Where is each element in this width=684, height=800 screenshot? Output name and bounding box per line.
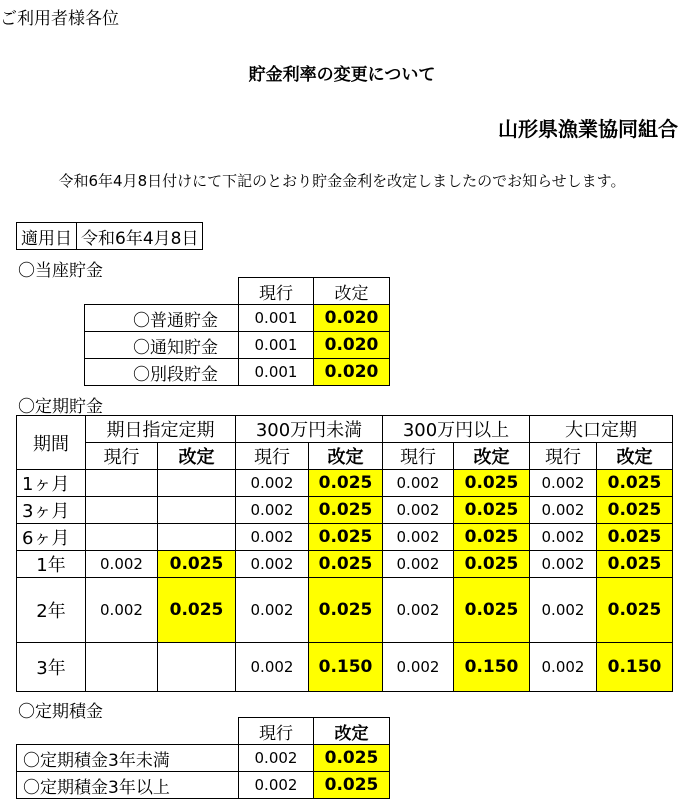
rate-current: 0.002	[530, 470, 597, 497]
rate-current: 0.002	[530, 524, 597, 551]
header-current: 現行	[239, 278, 314, 305]
rate-current: 0.002	[383, 551, 454, 578]
rate-revised: 0.025	[454, 578, 530, 643]
rate-revised: 0.025	[597, 551, 673, 578]
rate-revised: 0.150	[454, 643, 530, 692]
rate-revised: 0.020	[314, 305, 390, 332]
table-row	[17, 578, 673, 643]
rate-current: 0.002	[383, 643, 454, 692]
rate-current: 0.002	[236, 551, 309, 578]
table-row	[85, 332, 390, 359]
blank-header-cell	[85, 278, 239, 305]
deposit-name: 〇普通貯金	[85, 305, 239, 332]
rate-revised: 0.025	[597, 470, 673, 497]
rate-current: 0.002	[86, 551, 158, 578]
term-label: 1年	[17, 551, 86, 578]
term-label: 1ヶ月	[17, 470, 86, 497]
rate-current: 0.002	[236, 578, 309, 643]
rate-current: 0.002	[236, 643, 309, 692]
rate-current: 0.002	[383, 524, 454, 551]
section-title-installment: 〇定期積金	[18, 702, 103, 722]
rate-revised: 0.025	[597, 497, 673, 524]
effective-date-label: 適用日	[17, 223, 77, 250]
page-title: 貯金利率の変更について	[248, 65, 436, 85]
rate-revised: 0.025	[454, 497, 530, 524]
rate-current: 0.002	[383, 578, 454, 643]
section-title-fixed-deposits: 〇定期貯金	[18, 397, 103, 417]
rate-revised	[158, 524, 236, 551]
installment-name: 〇定期積金3年以上	[17, 772, 239, 799]
group-header: 大口定期	[530, 416, 673, 443]
rate-revised: 0.025	[314, 745, 390, 772]
table-row	[17, 643, 673, 692]
rate-current	[86, 524, 158, 551]
header-revised: 改定	[309, 443, 383, 470]
rate-current: 0.002	[530, 578, 597, 643]
blank-header-cell	[17, 718, 239, 745]
header-revised: 改定	[314, 718, 390, 745]
term-label: 3ヶ月	[17, 497, 86, 524]
rate-current: 0.002	[383, 470, 454, 497]
rate-revised: 0.025	[597, 578, 673, 643]
table-row	[17, 470, 673, 497]
rate-current: 0.001	[239, 359, 314, 386]
header-revised: 改定	[454, 443, 530, 470]
header-revised: 改定	[158, 443, 236, 470]
rate-revised: 0.150	[597, 643, 673, 692]
header-revised: 改定	[597, 443, 673, 470]
rate-current: 0.002	[236, 497, 309, 524]
rate-revised: 0.025	[158, 578, 236, 643]
group-header: 期日指定定期	[86, 416, 236, 443]
rate-revised: 0.025	[309, 524, 383, 551]
period-header: 期間	[17, 416, 86, 470]
effective-date-table	[16, 222, 203, 250]
rate-current: 0.002	[236, 470, 309, 497]
table-row	[17, 745, 390, 772]
rate-current: 0.002	[530, 497, 597, 524]
organization-name: 山形県漁業協同組合	[498, 117, 678, 141]
installment-name: 〇定期積金3年未満	[17, 745, 239, 772]
header-current: 現行	[236, 443, 309, 470]
table-row	[85, 359, 390, 386]
rate-current: 0.002	[530, 551, 597, 578]
term-label: 2年	[17, 578, 86, 643]
rate-revised: 0.025	[158, 551, 236, 578]
header-current: 現行	[86, 443, 158, 470]
rate-revised: 0.025	[454, 551, 530, 578]
notice-text: 令和6年4月8日付けにて下記のとおり貯金金利を改定しましたのでお知らせします。	[58, 172, 626, 190]
term-label: 6ヶ月	[17, 524, 86, 551]
deposit-name: 〇通知貯金	[85, 332, 239, 359]
table-row	[17, 772, 390, 799]
term-label: 3年	[17, 643, 86, 692]
rate-current: 0.002	[239, 772, 314, 799]
rate-current: 0.002	[236, 524, 309, 551]
fixed-deposits-table	[16, 415, 673, 692]
header-current: 現行	[383, 443, 454, 470]
table-row	[85, 305, 390, 332]
rate-current: 0.002	[86, 578, 158, 643]
table-row	[17, 524, 673, 551]
header-current: 現行	[530, 443, 597, 470]
rate-current	[86, 497, 158, 524]
table-row	[17, 497, 673, 524]
rate-current: 0.001	[239, 305, 314, 332]
rate-current: 0.001	[239, 332, 314, 359]
rate-revised	[158, 643, 236, 692]
current-deposits-table	[84, 277, 390, 386]
rate-revised	[158, 470, 236, 497]
rate-revised: 0.025	[454, 524, 530, 551]
rate-revised: 0.025	[597, 524, 673, 551]
rate-revised: 0.020	[314, 332, 390, 359]
rate-revised: 0.025	[309, 497, 383, 524]
header-revised: 改定	[314, 278, 390, 305]
group-header: 300万円未満	[236, 416, 383, 443]
group-header: 300万円以上	[383, 416, 530, 443]
rate-revised: 0.025	[454, 470, 530, 497]
rate-revised: 0.025	[309, 578, 383, 643]
rate-current	[86, 643, 158, 692]
rate-current: 0.002	[383, 497, 454, 524]
rate-revised: 0.020	[314, 359, 390, 386]
header-current: 現行	[239, 718, 314, 745]
rate-revised	[158, 497, 236, 524]
rate-current: 0.002	[530, 643, 597, 692]
rate-revised: 0.025	[309, 551, 383, 578]
section-title-current-deposits: 〇当座貯金	[18, 261, 103, 281]
table-row	[17, 551, 673, 578]
installment-table	[16, 717, 390, 799]
rate-current	[86, 470, 158, 497]
rate-revised: 0.025	[309, 470, 383, 497]
rate-revised: 0.150	[309, 643, 383, 692]
deposit-name: 〇別段貯金	[85, 359, 239, 386]
effective-date-value: 令和6年4月8日	[77, 223, 203, 250]
rate-revised: 0.025	[314, 772, 390, 799]
rate-current: 0.002	[239, 745, 314, 772]
addressee: ご利用者様各位	[0, 9, 119, 29]
